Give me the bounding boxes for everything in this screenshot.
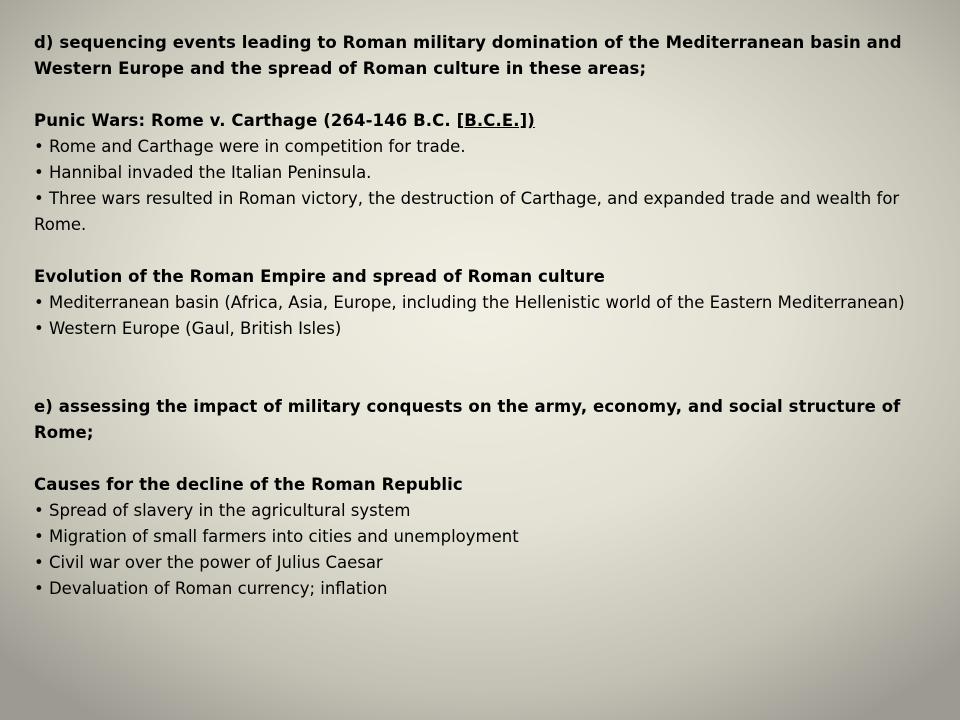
section-d-heading: d) sequencing events leading to Roman military domination of the Mediterranean basin and Western Europe and the spread of Roman culture in these areas; <box>34 33 902 78</box>
causes-bullet-currency: • Devaluation of Roman currency; inflation <box>34 579 388 598</box>
causes-title: Causes for the decline of the Roman Republic <box>34 475 463 494</box>
causes-bullet-civil-war: • Civil war over the power of Julius Caesar <box>34 553 383 572</box>
punic-wars-title-text: Punic Wars: Rome v. Carthage (264-146 B.C. <box>34 111 457 130</box>
punic-bullet-victory: • Three wars resulted in Roman victory, the destruction of Carthage, and expanded trade and wealth for Rome. <box>34 189 900 234</box>
evolution-bullet-mediterranean: • Mediterranean basin (Africa, Asia, Europe, including the Hellenistic world of the Eastern Mediterranean) <box>34 293 905 312</box>
spacer <box>34 82 934 108</box>
causes-bullet-migration: • Migration of small farmers into cities and unemployment <box>34 527 519 546</box>
evolution-bullet-western-europe: • Western Europe (Gaul, British Isles) <box>34 319 342 338</box>
spacer <box>34 342 934 394</box>
spacer <box>34 238 934 264</box>
bce-reference: [B.C.E.]) <box>456 111 535 130</box>
evolution-title: Evolution of the Roman Empire and spread of Roman culture <box>34 267 605 286</box>
punic-bullet-trade: • Rome and Carthage were in competition for trade. <box>34 137 466 156</box>
causes-bullet-slavery: • Spread of slavery in the agricultural system <box>34 501 411 520</box>
punic-bullet-hannibal: • Hannibal invaded the Italian Peninsula. <box>34 163 372 182</box>
slide-content <box>34 30 934 602</box>
spacer <box>34 446 934 472</box>
section-e-heading: e) assessing the impact of military conquests on the army, economy, and social structure of Rome; <box>34 397 901 442</box>
punic-wars-title <box>34 108 934 134</box>
